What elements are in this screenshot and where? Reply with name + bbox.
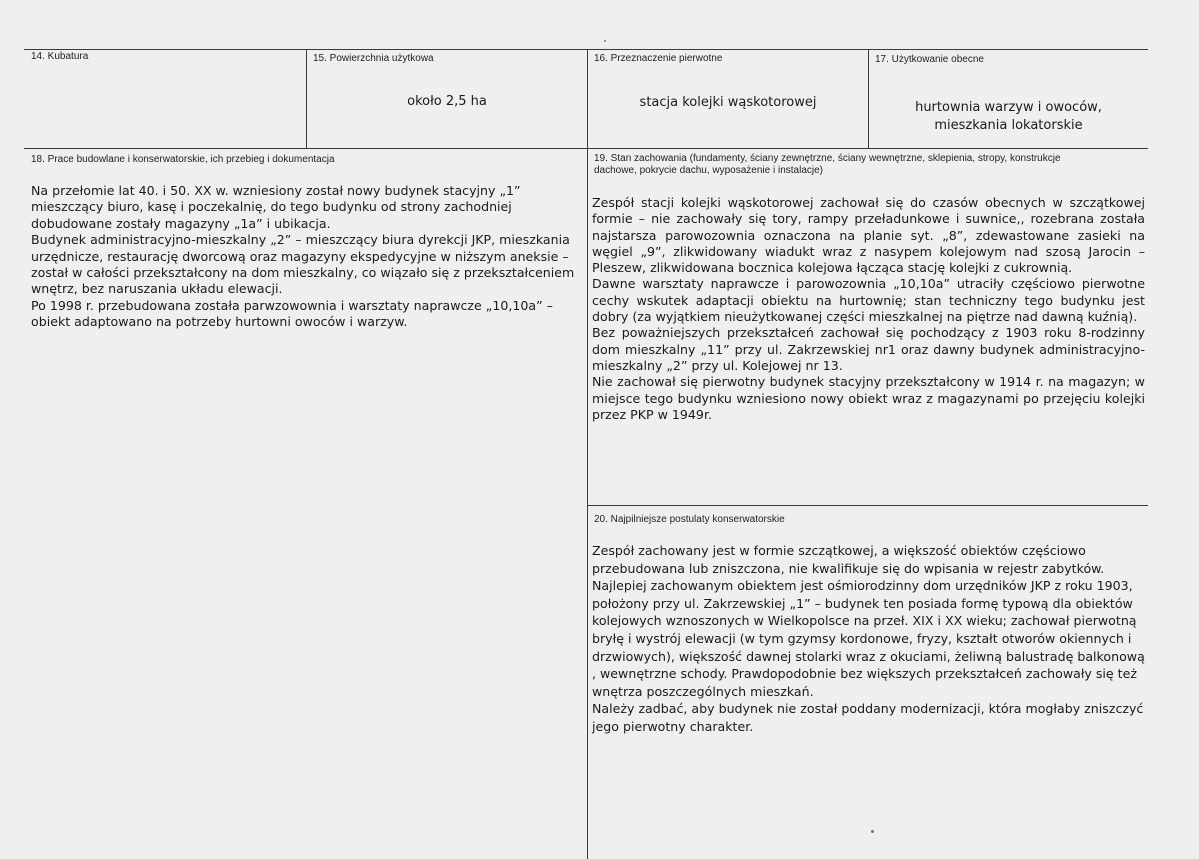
field-19-label-line-2: dachowe, pokrycie dachu, wyposażenie i instalacje) <box>594 165 824 176</box>
field-20-paragraph: Zespół zachowany jest w formie szczątkowej, a większość obiektów częściowo przebudowana lub zniszczona, nie kwalifikuje się do wpisania w rejestr zabytków. <box>592 543 1105 576</box>
column-divider-center <box>587 49 588 859</box>
table-top-border <box>24 49 1148 50</box>
field-19-label-line-1: 19. Stan zachowania (fundamenty, ściany zewnętrzne, ściany wewnętrzne, sklepienia, stropy, konstrukcje <box>594 153 1061 164</box>
field-17-value <box>869 99 1148 135</box>
field-18-paragraph: Budynek administracyjno-mieszkalny „2” – mieszczący biura dyrekcji JKP, mieszkania urzędnicze, restaurację dworcową oraz magazyny ekspedycyjne w niższym aneksie – został w całości przekształcony na dom mieszkalny, co wiązało się z przekształceniem wnętrz, bez naruszania układu elewacji. <box>31 232 575 297</box>
field-18-paragraph: Na przełomie lat 40. i 50. XX w. wzniesiony został nowy budynek stacyjny „1” mieszczący biuro, kasę i poczekalnię, do tego budynku od strony zachodniej dobudowane zostały magazyny „1a” i ubikacja. <box>31 183 521 231</box>
row-divider-2 <box>588 505 1148 506</box>
row-divider-1 <box>24 148 1148 149</box>
field-19-text <box>592 195 1145 423</box>
field-17-label: 17. Użytkowanie obecne <box>875 54 984 65</box>
field-20-text <box>592 542 1147 736</box>
field-20-paragraph: Należy zadbać, aby budynek nie został poddany modernizacji, która mogłaby zniszczyć jego pierwotny charakter. <box>592 701 1144 734</box>
field-19-paragraph: Nie zachował się pierwotny budynek stacyjny przekształcony w 1914 r. na magazyn; w miejsce tego budynku wzniesiono nowy obiekt wraz z magazynami po przejęciu kolejki przez PKP w 1949r. <box>592 374 1145 422</box>
field-18-label: 18. Prace budowlane i konserwatorskie, ich przebieg i dokumentacja <box>31 154 335 165</box>
field-14-label: 14. Kubatura <box>31 51 89 62</box>
field-19-paragraph: Dawne warsztaty naprawcze i parowozownia „10,10a” utraciły częściowo pierwotne cechy wskutek adaptacji obiektu na hurtownię; stan techniczny tego budynku jest dobry (za wyjątkiem nieużytkowanej części mieszkalnej na piętrze nad dawną kuźnią). <box>592 276 1145 325</box>
field-16-value: stacja kolejki wąskotorowej <box>639 95 817 110</box>
field-19-paragraph: Bez poważniejszych przekształceń zachował się pochodzący z 1903 roku 8-rodzinny dom mieszkalny „11” przy ul. Zakrzewskiej nr1 oraz dawny budynek administracyjno-mieszkalny „2” przy ul. Kolejowej nr 13. <box>592 325 1145 373</box>
field-15-value: około 2,5 ha <box>407 94 487 109</box>
field-15-label: 15. Powierzchnia użytkowa <box>313 53 434 64</box>
field-18-paragraph: Po 1998 r. przebudowana została parwzowownia i warsztaty naprawcze „10,10a” – obiekt adaptowano na potrzeby hurtowni owoców i warzyw. <box>31 297 553 330</box>
field-20-paragraph: Najlepiej zachowanym obiektem jest ośmiorodzinny dom urzędników JKP z roku 1903, położony przy ul. Zakrzewskiej „1” – budynek ten posiada formę typową dla obiektów kolejowych wznoszonych w Wielkopolsce na przeł. XIX i XX wieku; zachował pierwotną bryłę i wystrój elewacji (w tym gzymsy kordonowe, fryzy, kształt otworów okiennych i drzwiowych), większość dawnej stolarki wraz z okuciami, żeliwną balustradę balkonową , wewnętrzne schody. Prawdopodobnie bez większych przekształceń zachowały się też wnętrza poszczególnych mieszkań. <box>592 578 1145 699</box>
scan-speck <box>604 40 606 42</box>
field-18-text <box>31 183 578 331</box>
field-17-value-line-1: hurtownia warzyw i owoców, <box>915 100 1102 115</box>
field-19-label <box>594 153 1144 177</box>
scan-speck <box>871 830 874 833</box>
field-16-label: 16. Przeznaczenie pierwotne <box>594 53 723 64</box>
field-17-value-line-2: mieszkania lokatorskie <box>934 118 1083 133</box>
field-20-label: 20. Najpilniejsze postulaty konserwatorskie <box>594 514 785 525</box>
field-19-paragraph: Zespół stacji kolejki wąskotorowej zachował się do czasów obecnych w szczątkowej formie – nie zachowały się tory, rampy przeładunkowe i suwnice,, rozebrana została najstarsza parowozownia oznaczona na planie syt. „8”, zdewastowane zasieki na węgiel „9”, zlikwidowany wiadukt wraz z nasypem kolejowym nad szosą Jarocin – Pleszew, zlikwidowana bocznica kolejowa łącząca stację kolejki z cukrownią. <box>592 195 1145 276</box>
